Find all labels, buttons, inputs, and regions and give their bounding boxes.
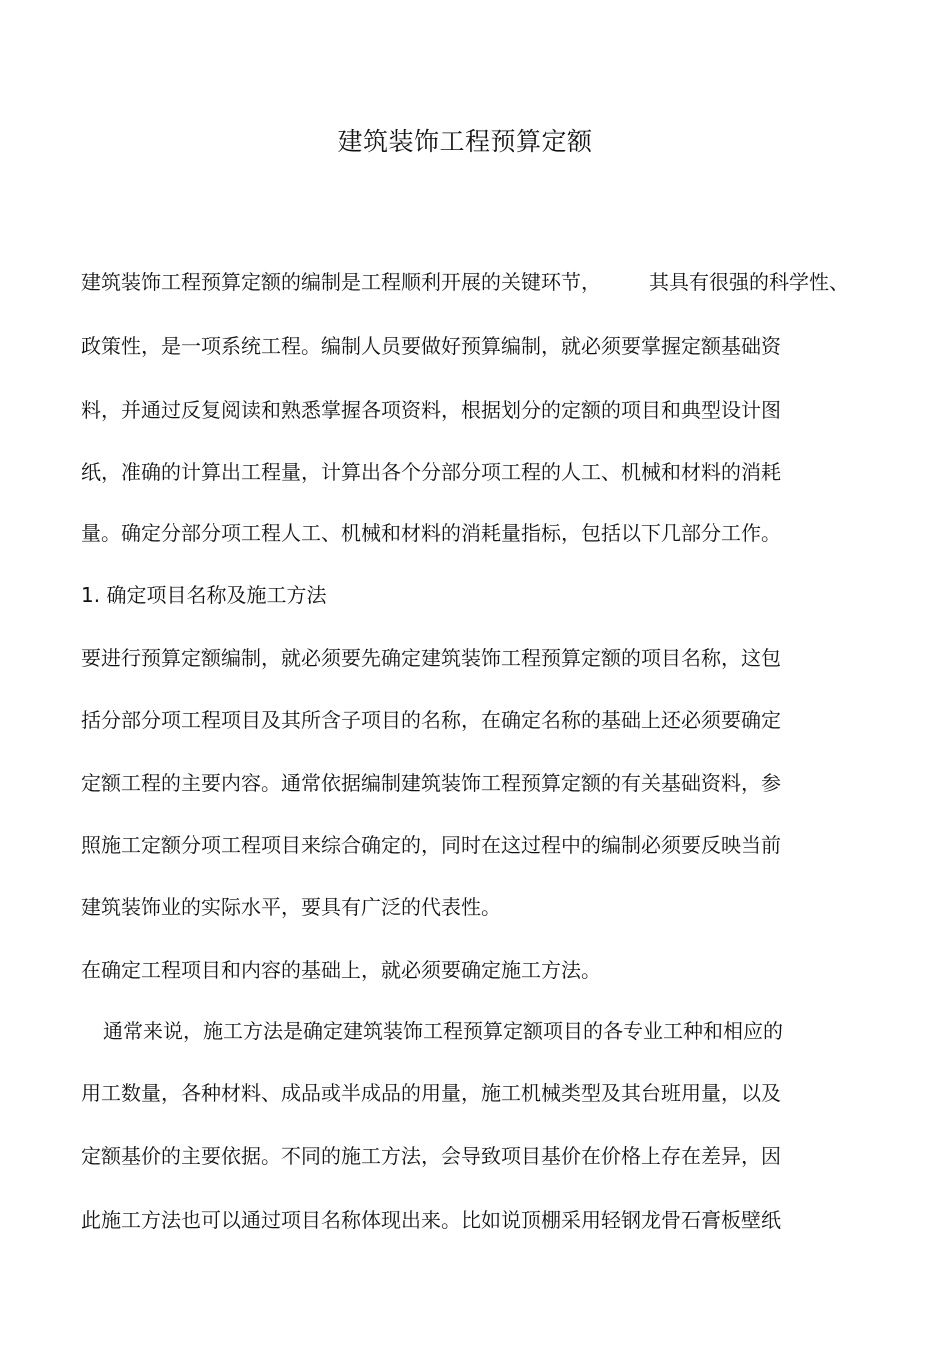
text-line-11: 在确定工程项目和内容的基础上，就必须要确定施工方法。 [81,958,601,982]
text-line-6: 要进行预算定额编制，就必须要先确定建筑装饰工程预算定额的项目名称，这包 [81,646,781,670]
text-line-15: 此施工方法也可以通过项目名称体现出来。比如说顶棚采用轻钢龙骨石膏板壁纸 [81,1208,781,1232]
text-line-5: 量。确定分部分项工程人工、机械和材料的消耗量指标，包括以下几部分工作。 [81,521,781,545]
text-line-8: 定额工程的主要内容。通常依据编制建筑装饰工程预算定额的有关基础资料，参 [81,771,781,795]
text-line-14: 定额基价的主要依据。不同的施工方法，会导致项目基价在价格上存在差异，因 [81,1144,781,1168]
text-line-3: 料，并通过反复阅读和熟悉掌握各项资料，根据划分的定额的项目和典型设计图 [81,398,781,422]
document-title: 建筑装饰工程预算定额 [337,127,593,156]
text-line-13: 用工数量，各种材料、成品或半成品的用量，施工机械类型及其台班用量，以及 [81,1081,781,1105]
text-line-1-part-1: 建筑装饰工程预算定额的编制是工程顺利开展的关键环节， [81,270,601,294]
text-line-10: 建筑装饰业的实际水平，要具有广泛的代表性。 [81,895,501,919]
text-line-7: 括分部分项工程项目及其所含子项目的名称，在确定名称的基础上还必须要确定 [81,708,781,732]
text-line-1 [81,268,849,296]
section-heading: 1. 确定项目名称及施工方法 [81,583,327,607]
text-line-9: 照施工定额分项工程项目来综合确定的，同时在这过程中的编制必须要反映当前 [81,833,781,857]
text-line-1-part-2: 其具有很强的科学性、 [649,270,849,294]
text-line-12: 通常来说，施工方法是确定建筑装饰工程预算定额项目的各专业工种和相应的 [103,1019,783,1043]
text-line-2: 政策性，是一项系统工程。编制人员要做好预算编制，就必须要掌握定额基础资 [81,334,781,358]
text-line-4: 纸，准确的计算出工程量，计算出各个分部分项工程的人工、机械和材料的消耗 [81,460,781,484]
